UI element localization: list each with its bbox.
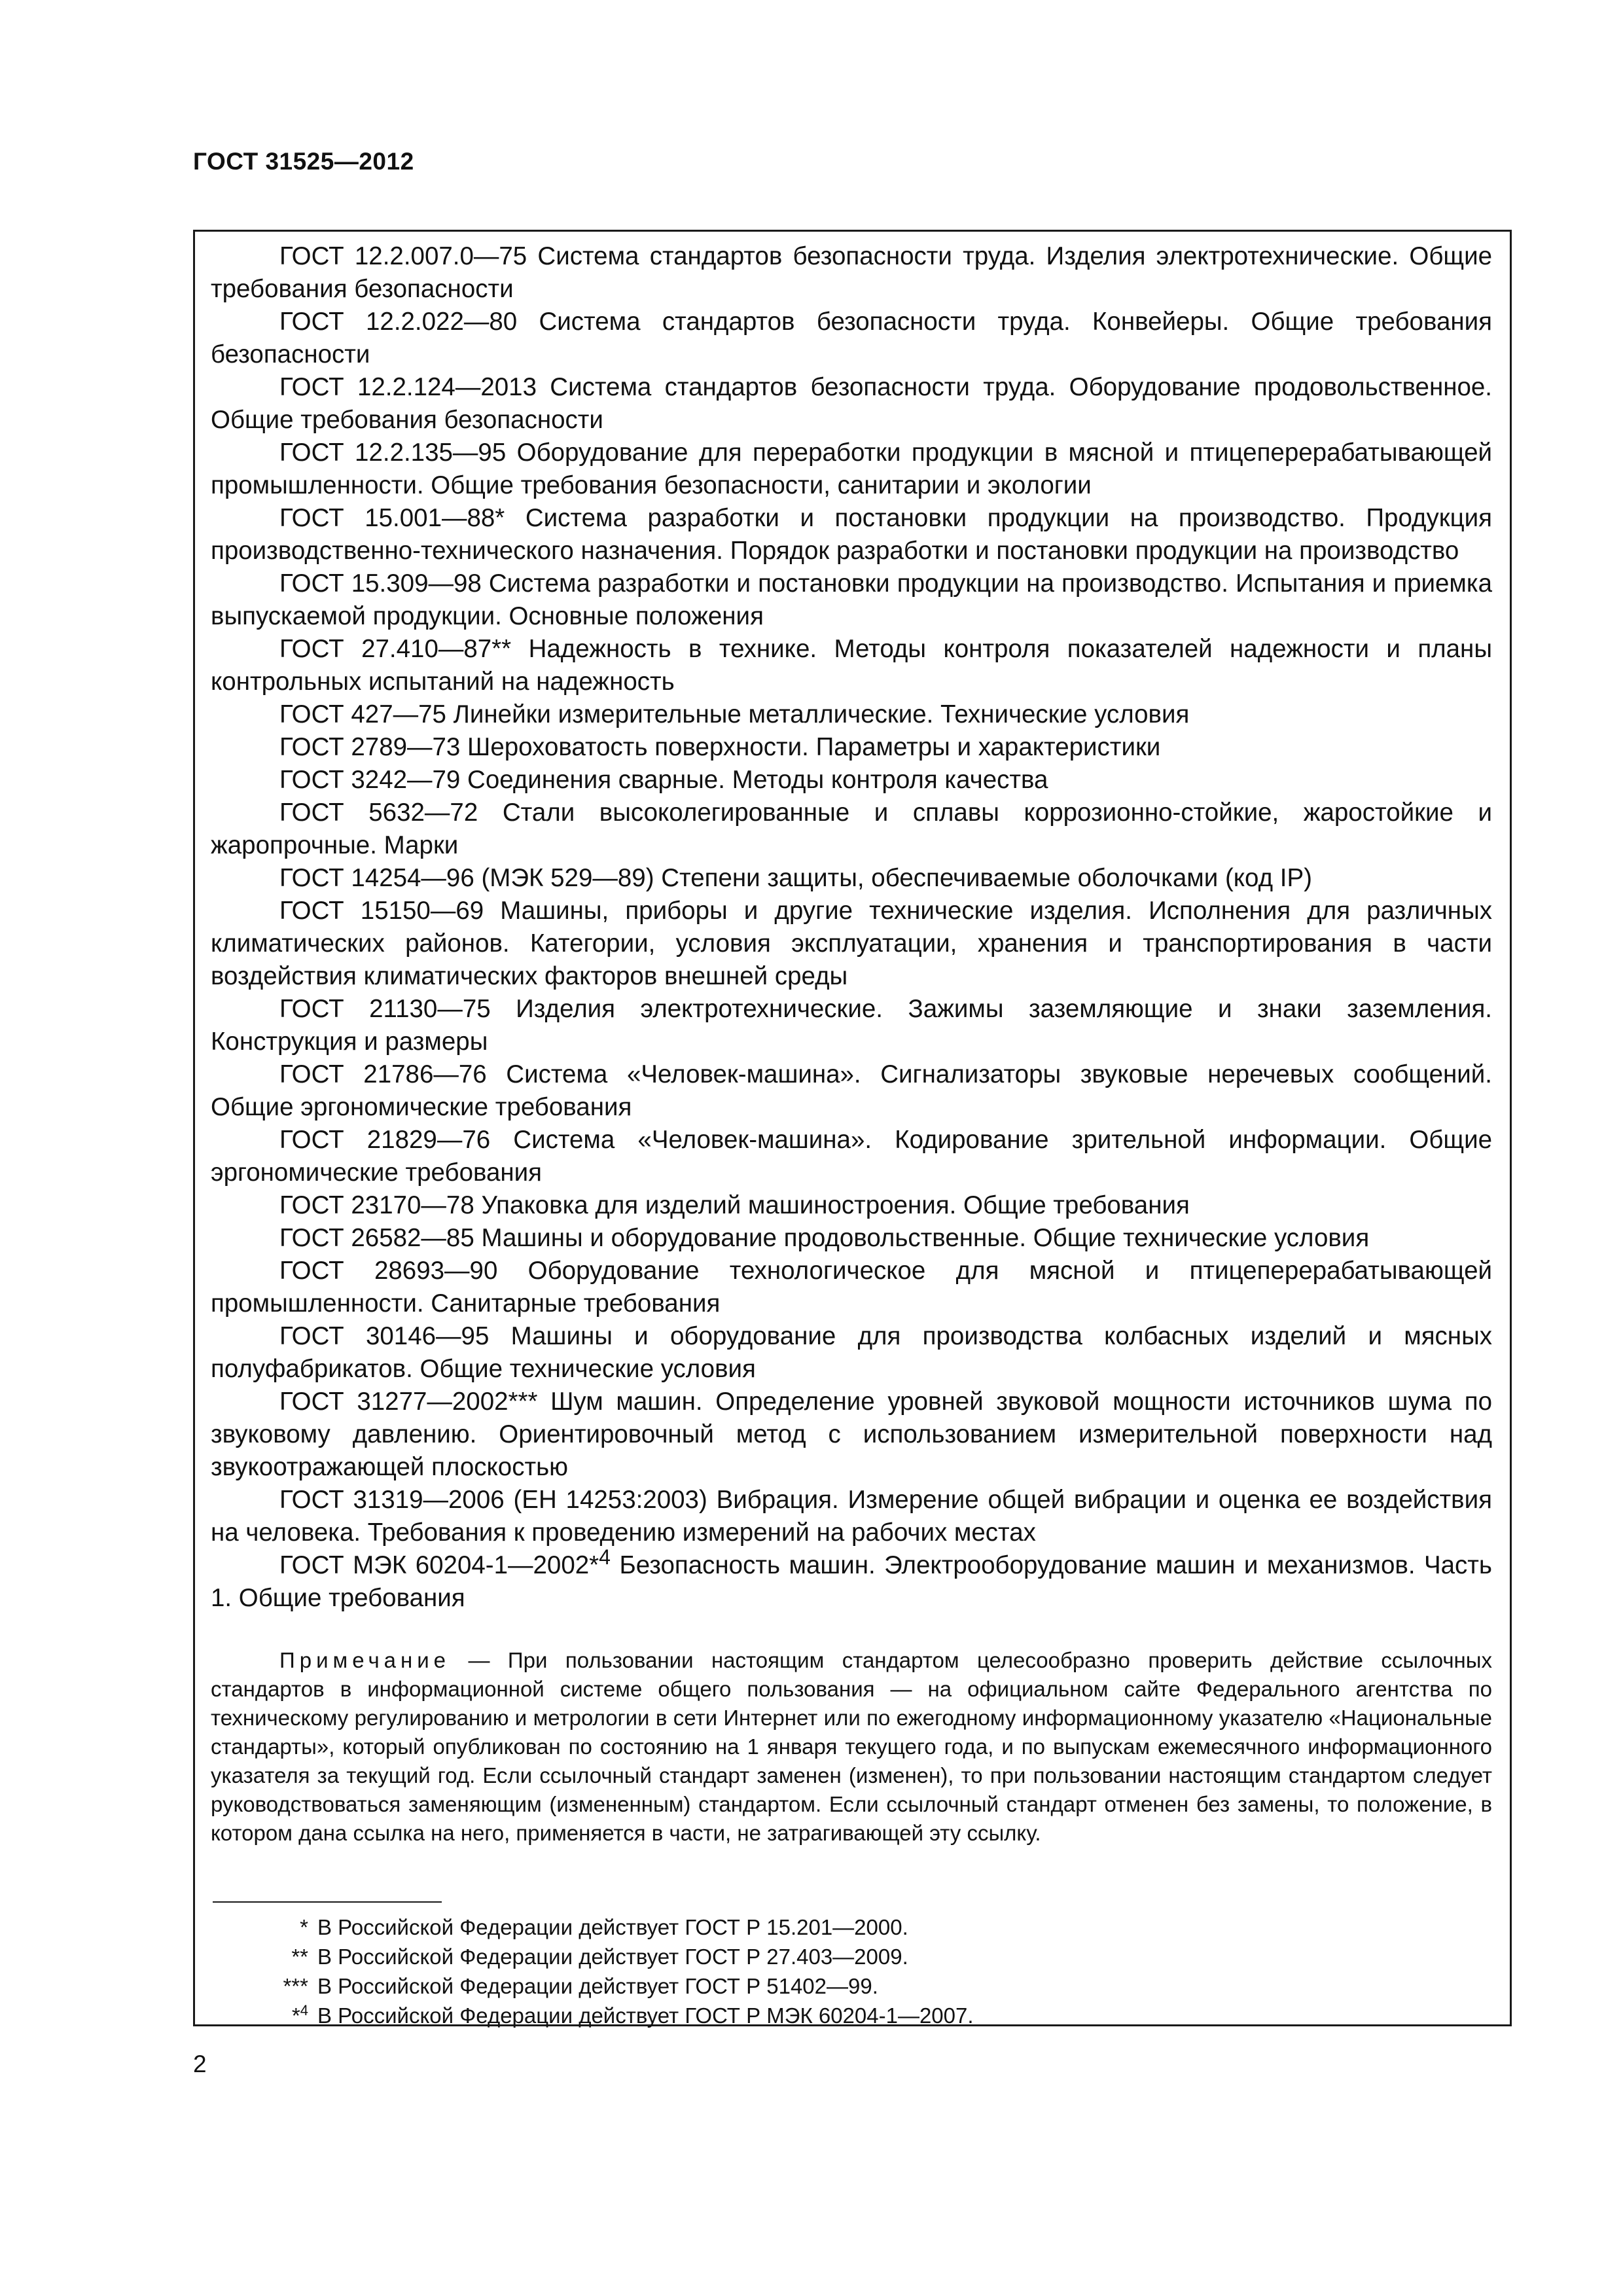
reference-item: ГОСТ 27.410—87** Надежность в технике. Методы контроля показателей надежности и планы контрольных испытаний на надежность — [211, 635, 1492, 696]
reference-item: ГОСТ 427—75 Линейки измерительные металлические. Технические условия — [279, 700, 1190, 728]
reference-item: ГОСТ 31319—2006 (ЕН 14253:2003) Вибрация. Измерение общей вибрации и оценка ее воздействия на человека. Требования к проведению измерений на рабочих местах — [211, 1486, 1492, 1547]
page-number: 2 — [193, 2051, 207, 2077]
reference-item: ГОСТ 31277—2002*** Шум машин. Определение уровней звуковой мощности источников шума по звуковому давлению. Ориентировочный метод с использованием измерительной поверхности над звукоотражающей плоскостью — [211, 1388, 1492, 1481]
reference-superscript: 4 — [599, 1545, 611, 1570]
reference-item: ГОСТ 2789—73 Шероховатость поверхности. Параметры и характеристики — [279, 733, 1161, 761]
reference-item: ГОСТ 12.2.007.0—75 Система стандартов безопасности труда. Изделия электротехнические. Общие требования безопасности — [211, 242, 1492, 303]
footnotes-list — [211, 1912, 1492, 2030]
footnote-text: В Российской Федерации действует ГОСТ Р МЭК 60204-1—2007. — [317, 2003, 974, 2028]
document-header: ГОСТ 31525—2012 — [193, 148, 414, 175]
reference-item: ГОСТ 3242—79 Соединения сварные. Методы контроля качества — [279, 766, 1048, 794]
reference-item: ГОСТ 5632—72 Стали высоколегированные и сплавы коррозионно-стойкие, жаростойкие и жаропрочные. Марки — [211, 798, 1492, 859]
footnote-text: В Российской Федерации действует ГОСТ Р 27.403—2009. — [317, 1945, 908, 1969]
reference-item: ГОСТ 21130—75 Изделия электротехнические. Зажимы заземляющие и знаки заземления. Конструкция и размеры — [211, 995, 1492, 1056]
footnote-text: В Российской Федерации действует ГОСТ Р 15.201—2000. — [317, 1915, 908, 1939]
footnote-item — [211, 1971, 1492, 2001]
reference-item: ГОСТ 14254—96 (МЭК 529—89) Степени защиты, обеспечиваемые оболочками (код IP) — [279, 864, 1312, 892]
footnote-item — [211, 2001, 1492, 2030]
note-paragraph — [211, 1646, 1492, 1848]
reference-item: ГОСТ 12.2.022—80 Система стандартов безопасности труда. Конвейеры. Общие требования безопасности — [211, 308, 1492, 368]
footnote-item — [211, 1942, 1492, 1971]
reference-item: ГОСТ 21829—76 Система «Человек-машина». Кодирование зрительной информации. Общие эргономические требования — [211, 1126, 1492, 1187]
note-label: Примечание — [279, 1648, 451, 1672]
note-text: — При пользовании настоящим стандартом целесообразно проверить действие ссылочных стандартов в информационной системе общего пользования — на официальном сайте Федерального агентства по техническому регулированию и метрологии в сети Интернет или по ежегодному информационному указателю «Национальные стандарты», который опубликован по состоянию на 1 января текущего года, и по выпускам ежемесячного информационного указателя за текущий год. Если ссылочный стандарт заменен (изменен), то при пользовании настоящим стандартом следует руководствоваться заменяющим (измененным) стандартом. Если ссылочный стандарт отменен без замены, то положение, в котором дана ссылка на него, применяется в части, не затрагивающей эту ссылку. — [211, 1648, 1492, 1845]
reference-item: ГОСТ 15.001—88* Система разработки и постановки продукции на производство. Продукция производственно-технического назначения. Порядок разработки и постановки продукции на производство — [211, 504, 1492, 565]
reference-item: ГОСТ 12.2.124—2013 Система стандартов безопасности труда. Оборудование продовольственное. Общие требования безопасности — [211, 373, 1492, 434]
reference-item — [211, 1545, 1492, 1615]
reference-title: Безопасность машин. Электрооборудование машин и механизмов. Часть 1. Общие требования — [211, 1551, 1492, 1612]
reference-code: ГОСТ МЭК 60204-1—2002* — [279, 1551, 599, 1579]
reference-item: ГОСТ 15150—69 Машины, приборы и другие технические изделия. Исполнения для различных климатических районов. Категории, условия эксплуатации, хранения и транспортирования в части воздействия климатических факторов внешней среды — [211, 897, 1492, 990]
reference-item: ГОСТ 12.2.135—95 Оборудование для переработки продукции в мясной и птицеперерабатывающей промышленности. Общие требования безопасности, санитарии и экологии — [211, 439, 1492, 499]
reference-item: ГОСТ 28693—90 Оборудование технологическое для мясной и птицеперерабатывающей промышленности. Санитарные требования — [211, 1257, 1492, 1318]
footnote-mark: * — [300, 1915, 308, 1939]
footnote-text: В Российской Федерации действует ГОСТ Р 51402—99. — [317, 1974, 878, 1998]
footnote-mark — [211, 2001, 317, 2030]
reference-item: ГОСТ 21786—76 Система «Человек-машина». Сигнализаторы звуковые неречевых сообщений. Общие эргономические требования — [211, 1060, 1492, 1121]
reference-item: ГОСТ 15.309—98 Система разработки и постановки продукции на производство. Испытания и приемка выпускаемой продукции. Основные положения — [211, 569, 1492, 630]
footnote-mark: ** — [291, 1945, 308, 1969]
footnote-mark-superscript: 4 — [300, 2002, 308, 2018]
footnote-separator — [213, 1901, 442, 1903]
reference-item: ГОСТ 30146—95 Машины и оборудование для производства колбасных изделий и мясных полуфабрикатов. Общие технические условия — [211, 1322, 1492, 1383]
reference-item: ГОСТ 23170—78 Упаковка для изделий машиностроения. Общие требования — [279, 1191, 1190, 1219]
footnote-mark-star: * — [291, 2003, 300, 2028]
normative-references-list — [211, 240, 1492, 1615]
footnote-item — [211, 1912, 1492, 1942]
footnote-mark: *** — [283, 1974, 308, 1998]
reference-item: ГОСТ 26582—85 Машины и оборудование продовольственные. Общие технические условия — [279, 1224, 1370, 1252]
